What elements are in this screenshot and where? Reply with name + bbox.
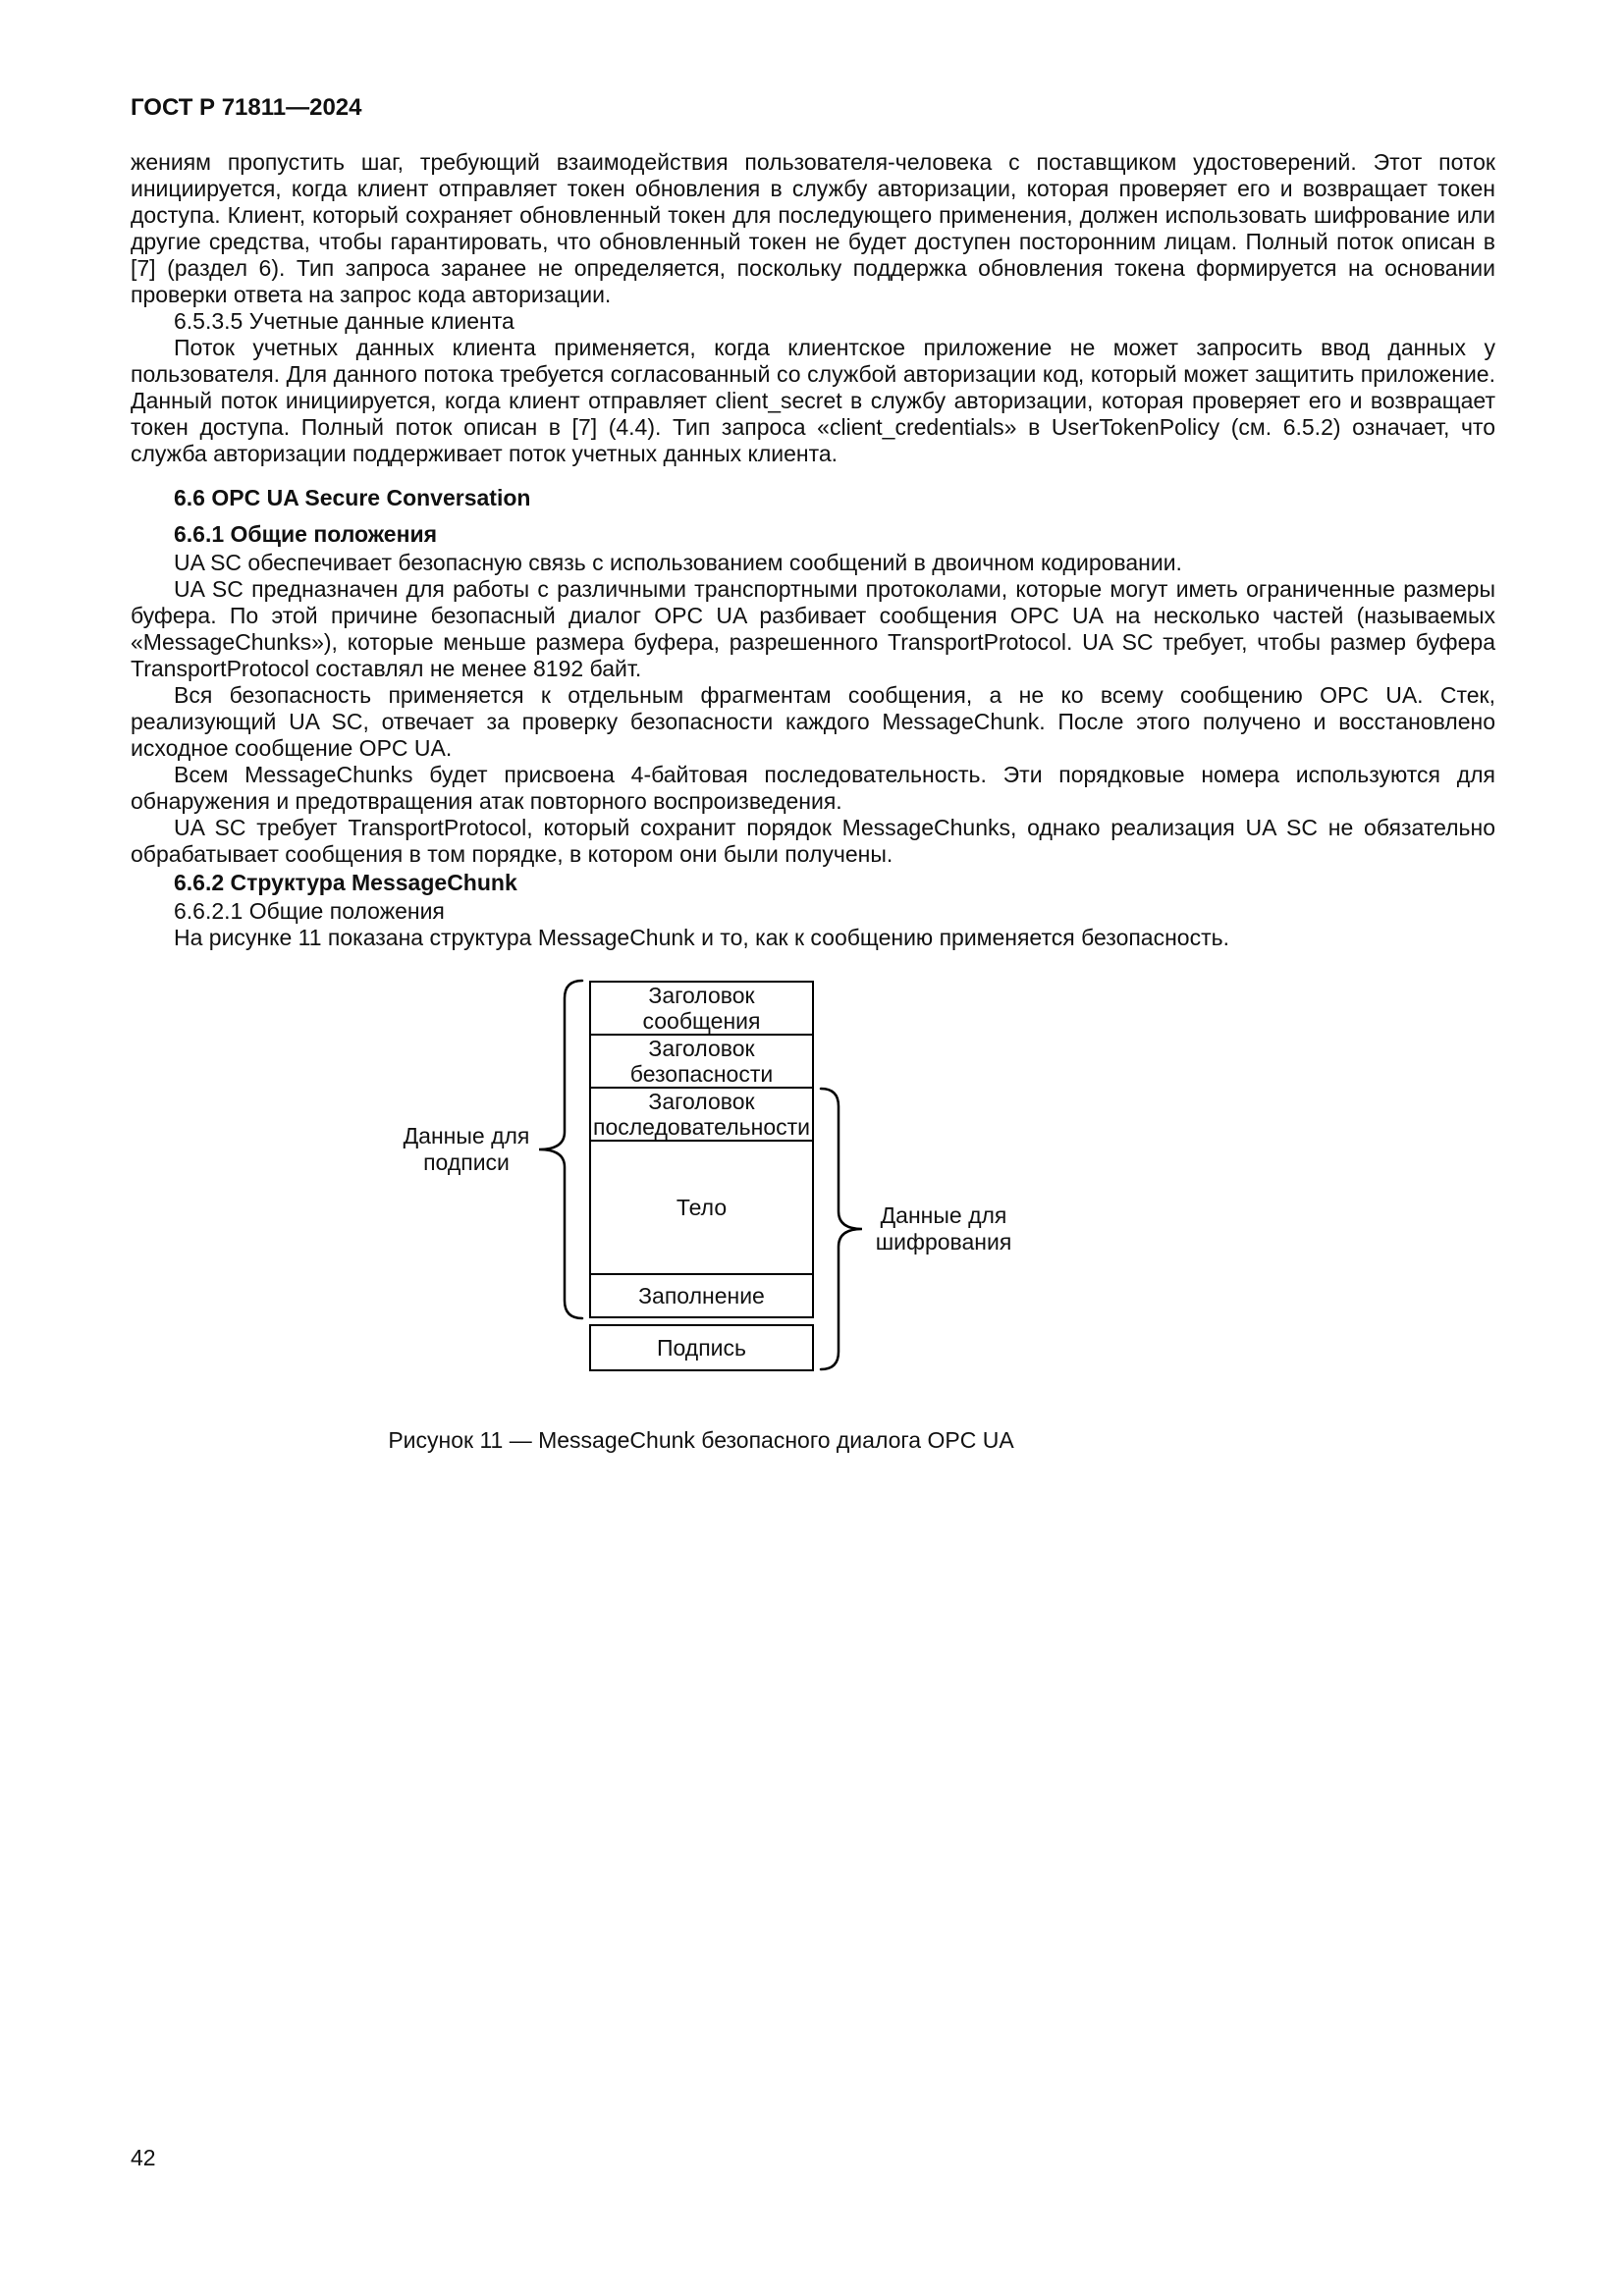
paragraph-sequence-numbers: Всем MessageChunks будет присвоена 4-байтовая последовательность. Эти порядковые номера используются для обнаружения и предотвращения атак повторного воспроизведения.: [131, 762, 1495, 814]
paragraph-client-credentials: Поток учетных данных клиента применяется, когда клиентское приложение не может запросить ввод данных у пользователя. Для данного потока требуется согласованный со службой авторизации код, который может защитить приложение. Данный поток инициируется, когда клиент отправляет client_secret в службу авторизации, которая проверяет его и возвращает токен доступа. Полный поток описан в [7] (4.4). Тип запроса «client_credentials» в UserTokenPolicy (см. 6.5.2) означает, что служба авторизации поддерживает поток учетных данных клиента.: [131, 335, 1495, 466]
left-brace-icon: [533, 979, 586, 1320]
box-security-header: Заголовок безопасности: [589, 1034, 814, 1089]
section-heading-6-6: 6.6 OPC UA Secure Conversation: [174, 485, 531, 510]
subsection-heading-6-6-2: 6.6.2 Структура MessageChunk: [174, 870, 517, 895]
figure-messagechunk-structure: [131, 981, 1624, 1491]
messagechunk-box-stack: [589, 981, 814, 1371]
page-number: 42: [131, 2145, 156, 2170]
paragraph-ua-sc-intro: UA SC обеспечивает безопасную связь с использованием сообщений в двоичном кодировании.: [174, 550, 1182, 575]
box-message-header: Заголовок сообщения: [589, 981, 814, 1036]
clause-heading-6-5-3-5: 6.5.3.5 Учетные данные клиента: [174, 308, 514, 334]
box-signature: Подпись: [589, 1324, 814, 1371]
clause-heading-6-6-2-1: 6.6.2.1 Общие положения: [174, 898, 445, 924]
paragraph-figure-intro: На рисунке 11 показана структура MessageChunk и то, как к сообщению применяется безопасность.: [174, 925, 1230, 950]
figure-caption: Рисунок 11 — MessageChunk безопасного диалога OPC UA: [388, 1427, 1014, 1453]
subsection-heading-6-6-1: 6.6.1 Общие положения: [174, 521, 438, 547]
right-brace-icon: [817, 1087, 866, 1373]
label-data-to-sign: Данные для подписи: [403, 1123, 530, 1175]
box-body: Тело: [589, 1140, 814, 1275]
paragraph-token-refresh: жениям пропустить шаг, требующий взаимодействия пользователя-человека с поставщиком удостоверений. Этот поток инициируется, когда клиент отправляет токен обновления в службу авторизации, которая проверяет его и возвращает токен доступа. Клиент, который сохраняет обновленный токен для последующего применения, должен использовать шифрование или другие средства, чтобы гарантировать, что обновленный токен не будет доступен посторонним лицам. Полный поток описан в [7] (раздел 6). Тип запроса заранее не определяется, поскольку поддержка обновления токена формируется на основании проверки ответа на запрос кода авторизации.: [131, 149, 1495, 307]
label-data-to-encrypt: Данные для шифрования: [875, 1202, 1012, 1255]
paragraph-ua-sc-transport: UA SC предназначен для работы с различными транспортными протоколами, которые могут иметь ограниченные размеры буфера. По этой причине безопасный диалог OPC UA разбивает сообщения OPC UA на несколько частей (называемых «MessageChunks»), которые меньше размера буфера, разрешенного TransportProtocol. UA SC требует, чтобы размер буфера TransportProtocol составлял не менее 8192 байт.: [131, 576, 1495, 681]
document-header: ГОСТ Р 71811—2024: [131, 94, 362, 121]
paragraph-chunk-order: UA SC требует TransportProtocol, который сохранит порядок MessageChunks, однако реализация UA SC не обязательно обрабатывает сообщения в том порядке, в котором они были получены.: [131, 815, 1495, 867]
paragraph-security-per-chunk: Вся безопасность применяется к отдельным фрагментам сообщения, а не ко всему сообщению OPC UA. Стек, реализующий UA SC, отвечает за проверку безопасности каждого MessageChunk. После этого получено и восстановлено исходное сообщение OPC UA.: [131, 682, 1495, 761]
box-sequence-header: Заголовок последовательности: [589, 1087, 814, 1142]
box-padding: Заполнение: [589, 1273, 814, 1318]
